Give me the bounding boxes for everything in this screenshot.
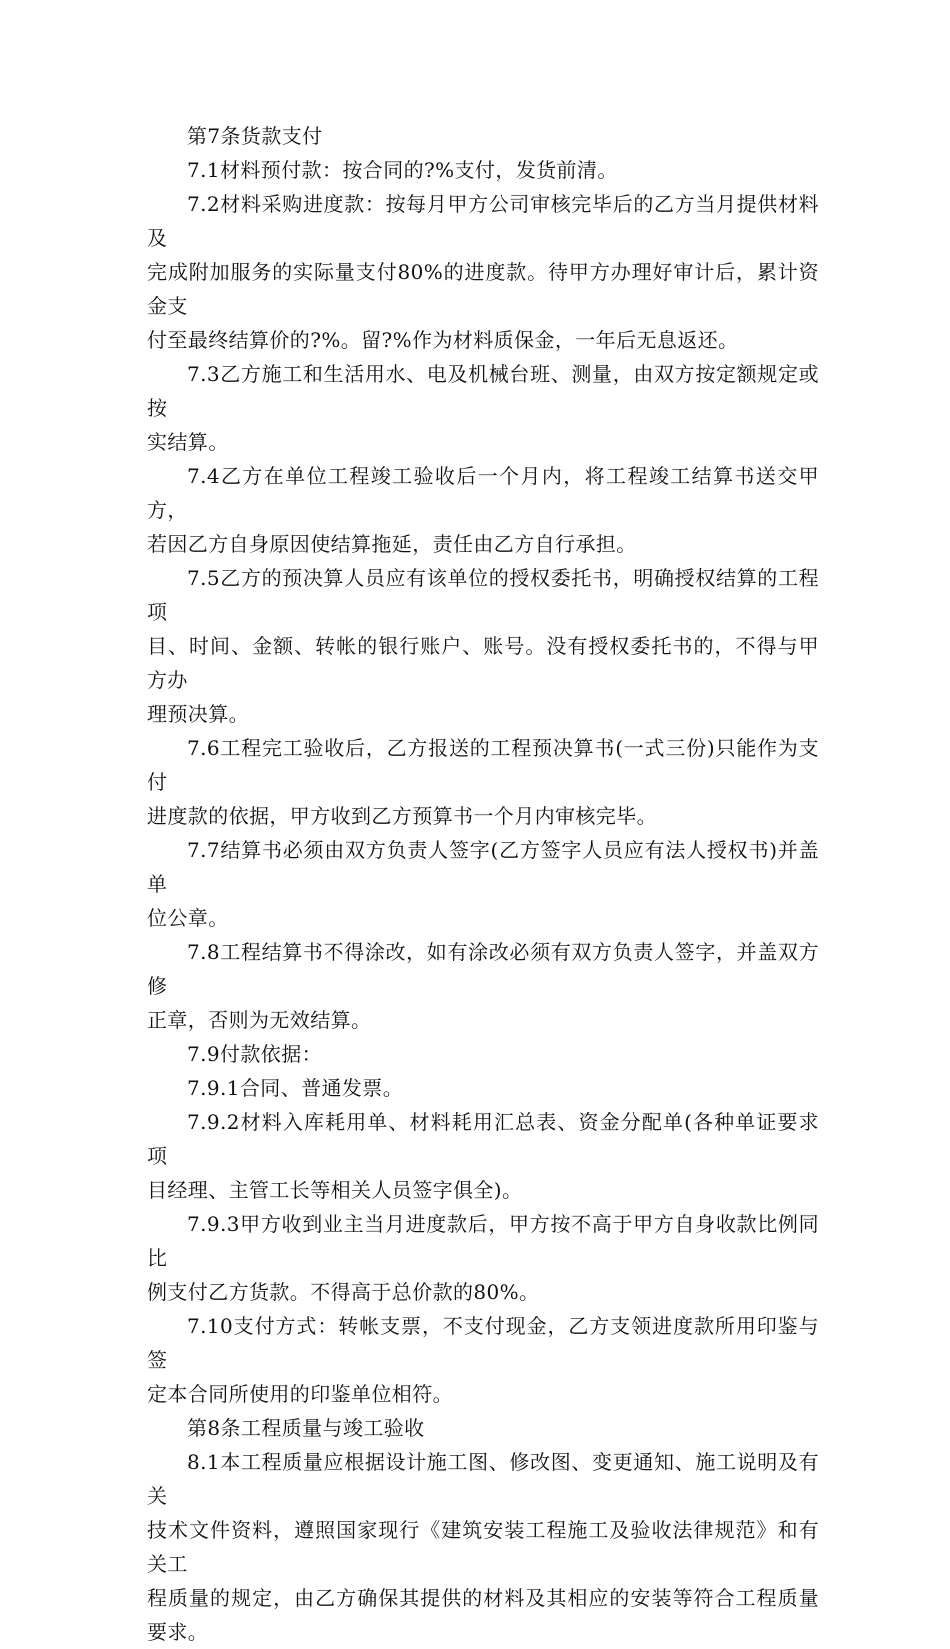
- clause-7-6: 7.6工程完工验收后，乙方报送的工程预决算书(一式三份)只能作为支付 进度款的依据，甲方收到乙方预算书一个月内审核完毕。: [147, 736, 819, 828]
- clause-7-1: 7.1材料预付款：按合同的?%支付，发货前清。: [187, 158, 618, 182]
- clause-7-8: 7.8工程结算书不得涂改，如有涂改必须有双方负责人签字，并盖双方修 正章，否则为无效结算。: [147, 940, 819, 1032]
- clause-7-9: 7.9付款依据：: [187, 1042, 323, 1066]
- clause-7-7: 7.7结算书必须由双方负责人签字(乙方签字人员应有法人授权书)并盖单 位公章。: [147, 838, 819, 930]
- clause-7-9-3: 7.9.3甲方收到业主当月进度款后，甲方按不高于甲方自身收款比例同比 例支付乙方货款。不得高于总价款的80%。: [147, 1212, 819, 1304]
- clause-7-9-1: 7.9.1合同、普通发票。: [187, 1076, 404, 1100]
- clause-7-2: 7.2材料采购进度款：按每月甲方公司审核完毕后的乙方当月提供材料及 完成附加服务的实际量支付80%的进度款。待甲方办理好审计后，累计资金支 付至最终结算价的?%。留?%作为材料质保金，一年后无息返还。: [147, 192, 819, 352]
- clause-7-4: 7.4乙方在单位工程竣工验收后一个月内，将工程竣工结算书送交甲方， 若因乙方自身原因使结算拖延，责任由乙方自行承担。: [147, 464, 819, 556]
- section-heading-8: 第8条工程质量与竣工验收: [187, 1416, 425, 1440]
- clause-7-10: 7.10支付方式：转帐支票，不支付现金，乙方支领进度款所用印鉴与签 定本合同所使用的印鉴单位相符。: [147, 1314, 819, 1406]
- section-heading-7: 第7条货款支付: [187, 124, 323, 148]
- document-body: [147, 119, 819, 1649]
- clause-8-1: 8.1本工程质量应根据设计施工图、修改图、变更通知、施工说明及有关 技术文件资料，遵照国家现行《建筑安装工程施工及验收法律规范》和有关工 程质量的规定，由乙方确保其提供的材料及其相应的安装等符合工程质量要求。: [147, 1450, 819, 1644]
- clause-7-5: 7.5乙方的预决算人员应有该单位的授权委托书，明确授权结算的工程项 目、时间、金额、转帐的银行账户、账号。没有授权委托书的，不得与甲方办 理预决算。: [147, 566, 819, 726]
- clause-7-3: 7.3乙方施工和生活用水、电及机械台班、测量，由双方按定额规定或按 实结算。: [147, 362, 819, 454]
- clause-7-9-2: 7.9.2材料入库耗用单、材料耗用汇总表、资金分配单(各种单证要求项 目经理、主管工长等相关人员签字俱全)。: [147, 1110, 819, 1202]
